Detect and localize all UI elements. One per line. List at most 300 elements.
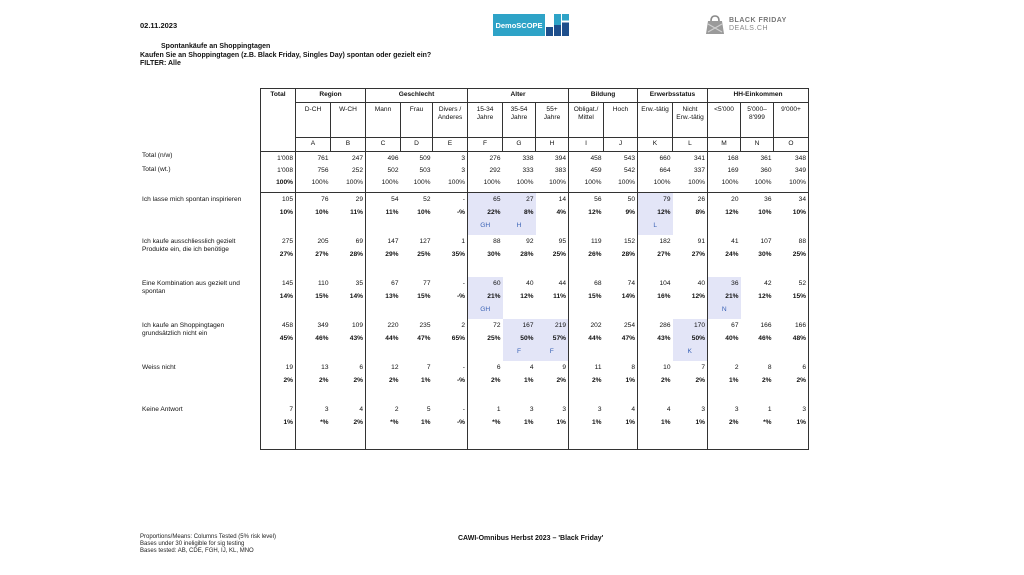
count-cell: 3	[562, 406, 566, 413]
percent-cell: *%	[296, 417, 331, 430]
significance-cell	[296, 388, 331, 403]
count-cell: 254	[623, 322, 635, 329]
column-letter: B	[331, 138, 366, 152]
percent-cell: -%	[456, 293, 465, 300]
count-cell: 109	[351, 322, 363, 329]
percent-cell: 1%	[708, 375, 741, 388]
percent-cell: 10%	[261, 207, 296, 220]
percent-cell: 1%	[774, 417, 809, 430]
significance-cell	[296, 346, 331, 361]
base-value: 169	[708, 166, 741, 178]
base-value: 1'008	[261, 166, 296, 178]
count-cell: 12	[366, 361, 401, 375]
count-cell: 52	[423, 196, 431, 203]
base-value: 349	[774, 166, 809, 178]
significance-cell	[708, 220, 741, 235]
count-cell: 36	[764, 196, 772, 203]
percent-cell: 27%	[638, 249, 673, 262]
significance-cell	[401, 430, 433, 450]
row-label	[140, 178, 261, 193]
survey-question: Kaufen Sie an Shoppingtagen (z.B. Black Friday, Singles Day) spontan oder gezielt ein?	[140, 51, 432, 59]
significance-cell	[331, 346, 366, 361]
percent-cell: -%	[456, 419, 465, 426]
significance-cell	[468, 346, 503, 361]
base-value: 276	[468, 152, 503, 167]
percent-cell: 2%	[708, 417, 741, 430]
base-value: 100%	[296, 178, 331, 193]
percent-cell: 2%	[353, 419, 363, 426]
significance-cell	[503, 388, 536, 403]
column-letter: L	[673, 138, 708, 152]
count-cell: 3	[569, 403, 604, 417]
column-letter: M	[708, 138, 741, 152]
column-header: W-CH	[339, 106, 357, 113]
percent-cell: 10%	[758, 209, 772, 216]
bfd-line1: BLACK FRIDAY	[729, 17, 787, 24]
percent-cell: 65%	[451, 335, 465, 342]
percent-cell: 2%	[366, 375, 401, 388]
count-cell: 26	[697, 196, 705, 203]
significance-cell	[331, 430, 366, 450]
significance-cell	[331, 388, 366, 403]
significance-cell	[774, 388, 809, 403]
survey-name: CAWI-Omnibus Herbst 2023 – 'Black Friday'	[458, 535, 604, 542]
base-value: 394	[554, 155, 566, 162]
percent-cell: 44%	[569, 333, 604, 346]
base-value: 247	[351, 155, 363, 162]
significance-cell: N	[708, 304, 741, 319]
significance-cell	[331, 220, 366, 235]
demoscope-logo	[493, 14, 569, 36]
count-cell: 4	[359, 406, 363, 413]
base-value: 664	[638, 166, 673, 178]
count-cell: 170	[673, 319, 708, 333]
significance-cell	[401, 346, 433, 361]
count-cell: 9	[562, 364, 566, 371]
significance-cell	[296, 220, 331, 235]
count-cell: 91	[697, 238, 705, 245]
count-cell: 3	[529, 406, 534, 413]
percent-cell: 8%	[695, 209, 705, 216]
significance-cell	[774, 262, 809, 277]
significance-cell	[366, 346, 401, 361]
significance-cell	[296, 304, 331, 319]
significance-cell	[296, 262, 331, 277]
column-letter: A	[296, 138, 331, 152]
blackfriday-deals-text	[729, 17, 787, 33]
significance-cell	[774, 220, 809, 235]
significance-cell	[503, 430, 536, 450]
bfd-line2: DEALS.CH	[729, 25, 769, 32]
percent-cell: 50%	[673, 333, 708, 346]
percent-cell: 12%	[638, 207, 673, 220]
percent-cell: 14%	[261, 291, 296, 304]
group-header: Region	[296, 89, 366, 103]
significance-cell	[741, 304, 774, 319]
base-value: 542	[623, 167, 635, 174]
column-letter: E	[433, 138, 468, 152]
significance-cell: GH	[468, 304, 503, 319]
significance-cell	[604, 304, 638, 319]
count-cell: 104	[638, 277, 673, 291]
count-cell: 69	[355, 238, 363, 245]
percent-cell: 12%	[708, 207, 741, 220]
count-cell: 275	[261, 235, 296, 249]
significance-cell	[468, 430, 503, 450]
count-cell: 68	[569, 277, 604, 291]
significance-cell	[433, 304, 468, 319]
significance-cell	[401, 262, 433, 277]
count-cell: 7	[701, 364, 705, 371]
significance-cell	[536, 220, 569, 235]
percent-cell: 27%	[691, 251, 705, 258]
percent-cell: 21%	[468, 291, 503, 304]
count-cell: 88	[774, 235, 809, 249]
base-value: 252	[351, 167, 363, 174]
answer-label: Keine Antwort	[142, 406, 183, 413]
significance-cell	[261, 220, 296, 235]
percent-cell: *%	[468, 417, 503, 430]
count-cell: 67	[708, 319, 741, 333]
percent-cell: 24%	[708, 249, 741, 262]
significance-cell	[673, 220, 708, 235]
percent-cell: 30%	[758, 251, 772, 258]
percent-cell: 1%	[420, 419, 431, 426]
count-cell: 42	[764, 280, 772, 287]
significance-cell	[366, 388, 401, 403]
count-cell: 88	[468, 235, 503, 249]
percent-cell: 2%	[638, 375, 673, 388]
percent-cell: 1%	[695, 419, 705, 426]
count-cell: 110	[296, 277, 331, 291]
count-cell: 2	[461, 322, 465, 329]
count-cell: 458	[261, 319, 296, 333]
significance-cell	[673, 262, 708, 277]
count-cell: 44	[558, 280, 566, 287]
percent-cell: 2%	[774, 375, 809, 388]
count-cell: 14	[558, 196, 566, 203]
base-row	[140, 178, 809, 193]
count-cell: 2	[366, 403, 401, 417]
count-cell: 56	[569, 193, 604, 208]
significance-cell	[604, 346, 638, 361]
count-cell: 95	[558, 238, 566, 245]
significance-cell	[741, 388, 774, 403]
count-cell: 119	[569, 235, 604, 249]
count-cell: 8	[631, 364, 635, 371]
count-cell: 29	[355, 196, 363, 203]
percent-cell: 2%	[695, 377, 705, 384]
base-value: 100%	[569, 178, 604, 193]
count-cell: 36	[708, 277, 741, 291]
percent-cell: 46%	[296, 333, 331, 346]
percent-cell: 43%	[638, 333, 673, 346]
base-value: 100%	[604, 178, 638, 193]
group-header: Alter	[468, 89, 569, 103]
percent-cell: 25%	[552, 251, 566, 258]
demoscope-logo-text: DemoSCOPE	[493, 14, 545, 36]
percent-cell: -%	[456, 377, 465, 384]
base-value: 1'008	[261, 152, 296, 167]
count-cell: 6	[359, 364, 363, 371]
column-header: Obligat./ Mittel	[569, 103, 604, 138]
significance-cell	[261, 262, 296, 277]
significance-cell	[604, 430, 638, 450]
significance-cell	[569, 304, 604, 319]
column-header: D-CH	[296, 103, 331, 138]
group-header: Geschlecht	[366, 89, 468, 103]
significance-cell	[708, 388, 741, 403]
base-value: 761	[296, 152, 331, 167]
significance-cell	[536, 430, 569, 450]
base-row	[140, 166, 809, 178]
column-header: 55+ Jahre	[543, 106, 561, 121]
percent-cell: *%	[763, 419, 772, 426]
significance-cell	[569, 430, 604, 450]
column-header: 9'000+	[774, 103, 809, 138]
count-cell: 3	[708, 403, 741, 417]
count-cell: 1	[461, 238, 465, 245]
percent-cell: 1%	[420, 377, 431, 384]
count-cell: 60	[468, 277, 503, 291]
count-cell: 205	[296, 235, 331, 249]
significance-cell	[536, 388, 569, 403]
significance-cell	[536, 262, 569, 277]
column-header-row	[140, 103, 809, 138]
corner-cell	[140, 89, 261, 103]
percent-cell: 46%	[758, 335, 772, 342]
percent-cell: 25%	[774, 249, 809, 262]
percent-cell: 16%	[638, 291, 673, 304]
base-value: 100%	[774, 178, 809, 193]
column-header: 35-54 Jahre	[503, 103, 536, 138]
percent-cell: 10%	[774, 207, 809, 220]
count-cell: 27	[503, 193, 536, 208]
count-cell: 74	[627, 280, 635, 287]
answer-count-row	[140, 277, 809, 291]
report-header	[140, 43, 431, 69]
percent-cell: 10%	[296, 207, 331, 220]
blackfriday-deals-logo	[705, 13, 805, 37]
significance-cell	[638, 304, 673, 319]
percent-cell: 11%	[366, 207, 401, 220]
report-date: 02.11.2023	[140, 21, 178, 30]
base-value: 502	[366, 166, 401, 178]
significance-cell	[741, 262, 774, 277]
count-cell: 127	[419, 238, 431, 245]
significance-cell: GH	[468, 220, 503, 235]
count-cell: 152	[623, 238, 635, 245]
base-value: 100%	[261, 178, 296, 193]
base-value: 543	[623, 155, 635, 162]
count-cell: 13	[296, 361, 331, 375]
base-value: 660	[638, 152, 673, 167]
percent-cell: 22%	[468, 207, 503, 220]
percent-cell: 10%	[417, 209, 431, 216]
spacer	[140, 103, 261, 138]
column-header: Frau	[401, 103, 433, 138]
count-cell: 77	[423, 280, 431, 287]
percent-cell: 15%	[417, 293, 431, 300]
significance-cell	[638, 346, 673, 361]
answer-count-row	[140, 235, 809, 249]
answer-label: Ich lasse mich spontan inspirieren	[142, 195, 242, 203]
column-letter: I	[569, 138, 604, 152]
answer-label: Ich kaufe ausschliesslich gezielt Produkte ein, die ich benötige	[142, 238, 236, 253]
significance-cell	[503, 304, 536, 319]
percent-cell: 35%	[451, 251, 465, 258]
count-cell: 107	[760, 238, 772, 245]
count-cell: 19	[261, 361, 296, 375]
percent-cell: 12%	[691, 293, 705, 300]
percent-cell: 14%	[621, 293, 635, 300]
count-cell: 182	[638, 235, 673, 249]
count-cell: 202	[569, 319, 604, 333]
significance-cell	[708, 430, 741, 450]
column-header: Erw.-tätig	[638, 103, 673, 138]
count-cell: 4	[638, 403, 673, 417]
count-cell: 166	[760, 322, 772, 329]
percent-cell: 2%	[761, 377, 772, 384]
count-cell: 167	[503, 319, 536, 333]
significance-cell	[741, 430, 774, 450]
significance-cell	[468, 388, 503, 403]
percent-cell: 11%	[350, 209, 363, 216]
base-value: 341	[693, 155, 705, 162]
count-cell: 50	[627, 196, 635, 203]
column-letter: C	[366, 138, 401, 152]
significance-cell	[741, 346, 774, 361]
percent-cell: 40%	[708, 333, 741, 346]
significance-cell	[536, 304, 569, 319]
column-header: Divers / Anderes	[437, 106, 463, 121]
percent-cell: 4%	[556, 209, 566, 216]
group-header: Total	[261, 89, 296, 152]
column-header: Mann	[366, 103, 401, 138]
column-letter-row	[140, 138, 809, 152]
answer-count-row	[140, 193, 809, 208]
significance-cell	[433, 262, 468, 277]
percent-cell: 12%	[569, 207, 604, 220]
significance-cell	[433, 346, 468, 361]
group-header-row	[140, 89, 809, 103]
significance-cell	[331, 262, 366, 277]
column-header: 5'000–8'999	[741, 103, 774, 138]
percent-cell: 21%	[708, 291, 741, 304]
count-cell: -	[462, 364, 465, 371]
count-cell: 40	[697, 280, 705, 287]
percent-cell: 2%	[261, 375, 296, 388]
answer-label: Eine Kombination aus gezielt und spontan	[142, 280, 240, 295]
percent-cell: 1%	[625, 377, 635, 384]
significance-cell	[331, 304, 366, 319]
count-cell: 65	[468, 193, 503, 208]
percent-cell: 50%	[503, 333, 536, 346]
answer-label: Ich kaufe an Shoppingtagen grundsätzlich nicht ein	[142, 322, 225, 337]
base-value: 348	[774, 152, 809, 167]
count-cell: 10	[638, 361, 673, 375]
column-letter: J	[604, 138, 638, 152]
percent-cell: 1%	[625, 419, 635, 426]
significance-cell	[401, 304, 433, 319]
significance-cell	[401, 220, 433, 235]
percent-cell: 11%	[553, 293, 566, 300]
significance-cell	[673, 430, 708, 450]
percent-cell: 26%	[569, 249, 604, 262]
significance-cell	[401, 388, 433, 403]
base-value: 338	[522, 155, 534, 162]
count-cell: 105	[261, 193, 296, 208]
percent-cell: 47%	[417, 335, 431, 342]
base-value: 100%	[708, 178, 741, 193]
significance-cell	[708, 346, 741, 361]
base-value: 337	[693, 167, 705, 174]
filter-label: FILTER: Alle	[140, 60, 181, 67]
count-cell: 1	[767, 406, 772, 413]
count-cell: 92	[526, 238, 534, 245]
significance-cell	[673, 304, 708, 319]
base-value: 3	[461, 167, 465, 174]
percent-cell: 27%	[296, 249, 331, 262]
percent-cell: 25%	[468, 333, 503, 346]
significance-cell: L	[638, 220, 673, 235]
percent-cell: 27%	[261, 249, 296, 262]
count-cell: 5	[426, 406, 431, 413]
significance-cell	[741, 220, 774, 235]
count-cell: 76	[296, 193, 331, 208]
base-value: 292	[468, 166, 503, 178]
group-header: Erwerbsstatus	[638, 89, 708, 103]
percent-cell: 1%	[556, 419, 566, 426]
percent-cell: 48%	[774, 333, 809, 346]
significance-cell	[774, 346, 809, 361]
count-cell: 1	[468, 403, 503, 417]
base-value: 3	[461, 155, 465, 162]
percent-cell: 28%	[520, 251, 534, 258]
percent-cell: 8%	[503, 207, 536, 220]
significance-cell	[261, 388, 296, 403]
base-value: 333	[522, 167, 534, 174]
significance-cell	[774, 304, 809, 319]
base-value: 168	[708, 152, 741, 167]
percent-cell: 9%	[625, 209, 635, 216]
significance-cell	[366, 262, 401, 277]
column-header: <5'000	[708, 103, 741, 138]
percent-cell: 15%	[774, 291, 809, 304]
footnote: Bases under 30 ineligible for sig testing	[140, 541, 245, 547]
significance-cell	[569, 388, 604, 403]
significance-cell	[673, 388, 708, 403]
percent-cell: 1%	[523, 419, 534, 426]
column-letter: O	[774, 138, 809, 152]
base-value: 100%	[673, 178, 708, 193]
percent-cell: 1%	[261, 417, 296, 430]
report-title: Spontankäufe an Shoppingtagen	[161, 43, 271, 50]
base-row	[140, 152, 809, 167]
count-cell: 41	[708, 235, 741, 249]
base-value: 756	[296, 166, 331, 178]
percent-cell: 14%	[349, 293, 363, 300]
percent-cell: 12%	[758, 293, 772, 300]
footnote: Proportions/Means: Columns Tested (5% risk level)	[140, 534, 276, 540]
significance-cell: F	[503, 346, 536, 361]
percent-cell: *%	[366, 417, 401, 430]
significance-cell	[604, 262, 638, 277]
base-value: 496	[366, 152, 401, 167]
base-value: 100%	[638, 178, 673, 193]
base-value: 100%	[366, 178, 401, 193]
significance-cell	[433, 430, 468, 450]
